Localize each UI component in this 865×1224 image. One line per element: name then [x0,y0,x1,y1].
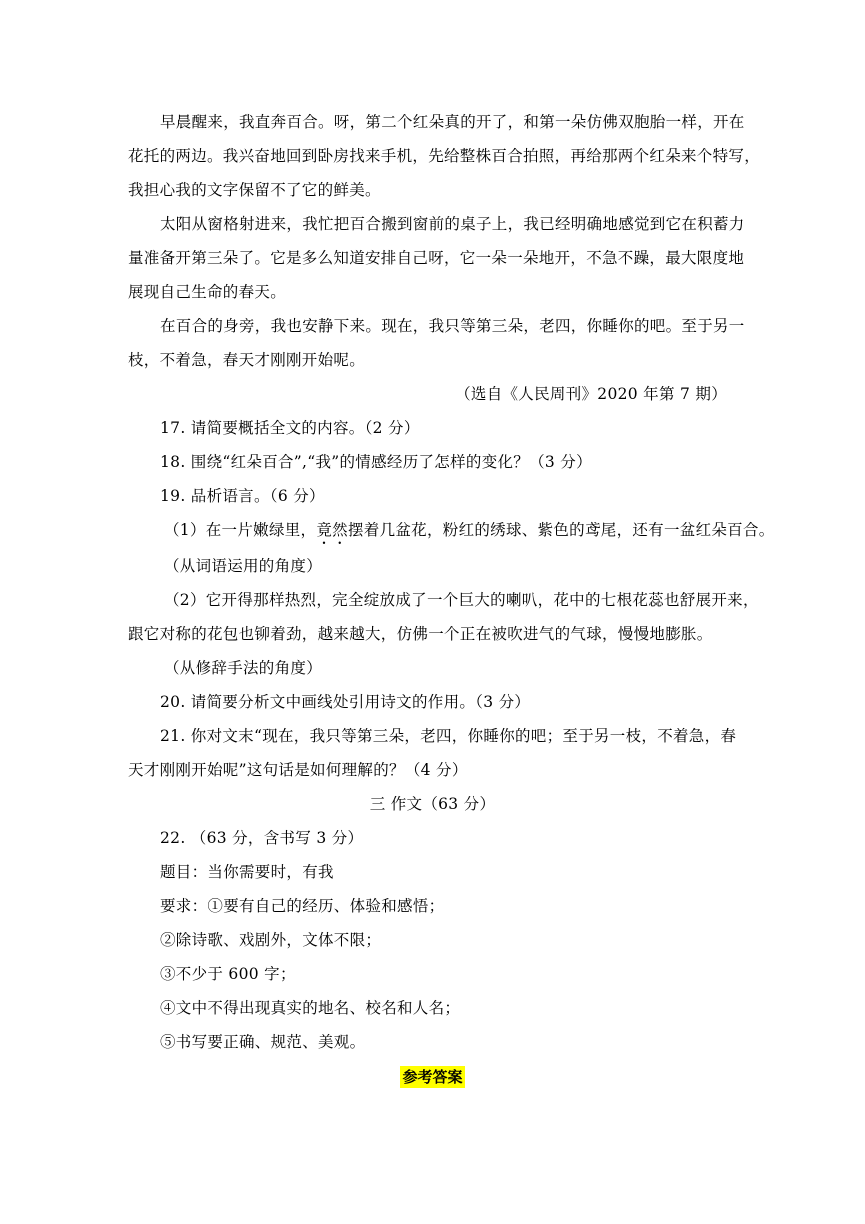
question-18: 18. 围绕“红朵百合”,“我”的情感经历了怎样的变化？（3 分） [160,453,592,471]
answer-heading: 参考答案 [402,1068,463,1086]
passage-p1-line2: 花托的两边。我兴奋地回到卧房找来手机，先给整株百合拍照，再给那两个红朵来个特写， [128,147,761,165]
question-17: 17. 请简要概括全文的内容。（2 分） [160,419,420,437]
question-19-2-hint: （从修辞手法的角度） [164,659,323,677]
answer-heading-wrap [0,1066,865,1088]
question-19-1 [164,520,775,548]
question-19-2-line1: （2）它开得那样热烈，完全绽放成了一个巨大的喇叭，花中的七根花蕊也舒展开来， [164,591,759,609]
question-19: 19. 品析语言。（6 分） [160,487,325,505]
passage-p1-line1: 早晨醒来，我直奔百合。呀，第二个红朵真的开了，和第一朵仿佛双胞胎一样，开在 [160,113,745,131]
question-19-1-before: （1）在一片嫩绿里， [164,521,317,539]
question-21-line1: 21. 你对文末“现在，我只等第三朵，老四，你睡你的吧；至于另一枝，不着急，春 [160,727,737,745]
question-21-line2: 天才刚刚开始呢”这句话是如何理解的？（4 分） [128,761,468,779]
passage-p3-line1: 在百合的身旁，我也安静下来。现在，我只等第三朵，老四，你睡你的吧。至于另一 [160,317,745,335]
section-3-heading: 三 作文（63 分） [369,795,496,813]
essay-requirement-1: 要求：①要有自己的经历、体验和感悟； [160,897,445,915]
question-19-1-hint: （从词语运用的角度） [164,557,323,575]
essay-topic: 题目：当你需要时，有我 [160,863,334,881]
passage-p3-line2: 枝，不着急，春天才刚刚开始呢。 [128,351,366,369]
essay-requirement-3: ③不少于 600 字； [160,965,296,983]
passage-p2-line2: 量准备开第三朵了。它是多么知道安排自己呀，它一朵一朵地开，不急不躁，最大限度地 [128,249,745,267]
passage-p2-line3: 展现自己生命的春天。 [128,283,287,301]
essay-requirement-4: ④文中不得出现真实的地名、校名和人名； [160,999,461,1017]
essay-requirement-5: ⑤书写要正确、规范、美观。 [160,1033,366,1051]
question-20: 20. 请简要分析文中画线处引用诗文的作用。（3 分） [160,693,531,711]
question-19-1-emphasis: 竟然 [316,521,348,539]
passage-p1-line3: 我担心我的文字保留不了它的鲜美。 [128,181,381,199]
passage-source: （选自《人民周刊》2020 年第 7 期） [455,385,727,403]
passage-p2-line1: 太阳从窗格射进来，我忙把百合搬到窗前的桌子上，我已经明确地感觉到它在积蓄力 [160,215,745,233]
question-19-2-line2: 跟它对称的花包也铆着劲，越来越大，仿佛一个正在被吹进气的气球，慢慢地膨胀。 [128,625,713,643]
essay-requirement-2: ②除诗歌、戏剧外，文体不限； [160,931,382,949]
question-22: 22. （63 分，含书写 3 分） [160,829,364,847]
question-19-1-after: 摆着几盆花，粉红的绣球、紫色的鸢尾，还有一盆红朵百合。 [347,521,775,539]
